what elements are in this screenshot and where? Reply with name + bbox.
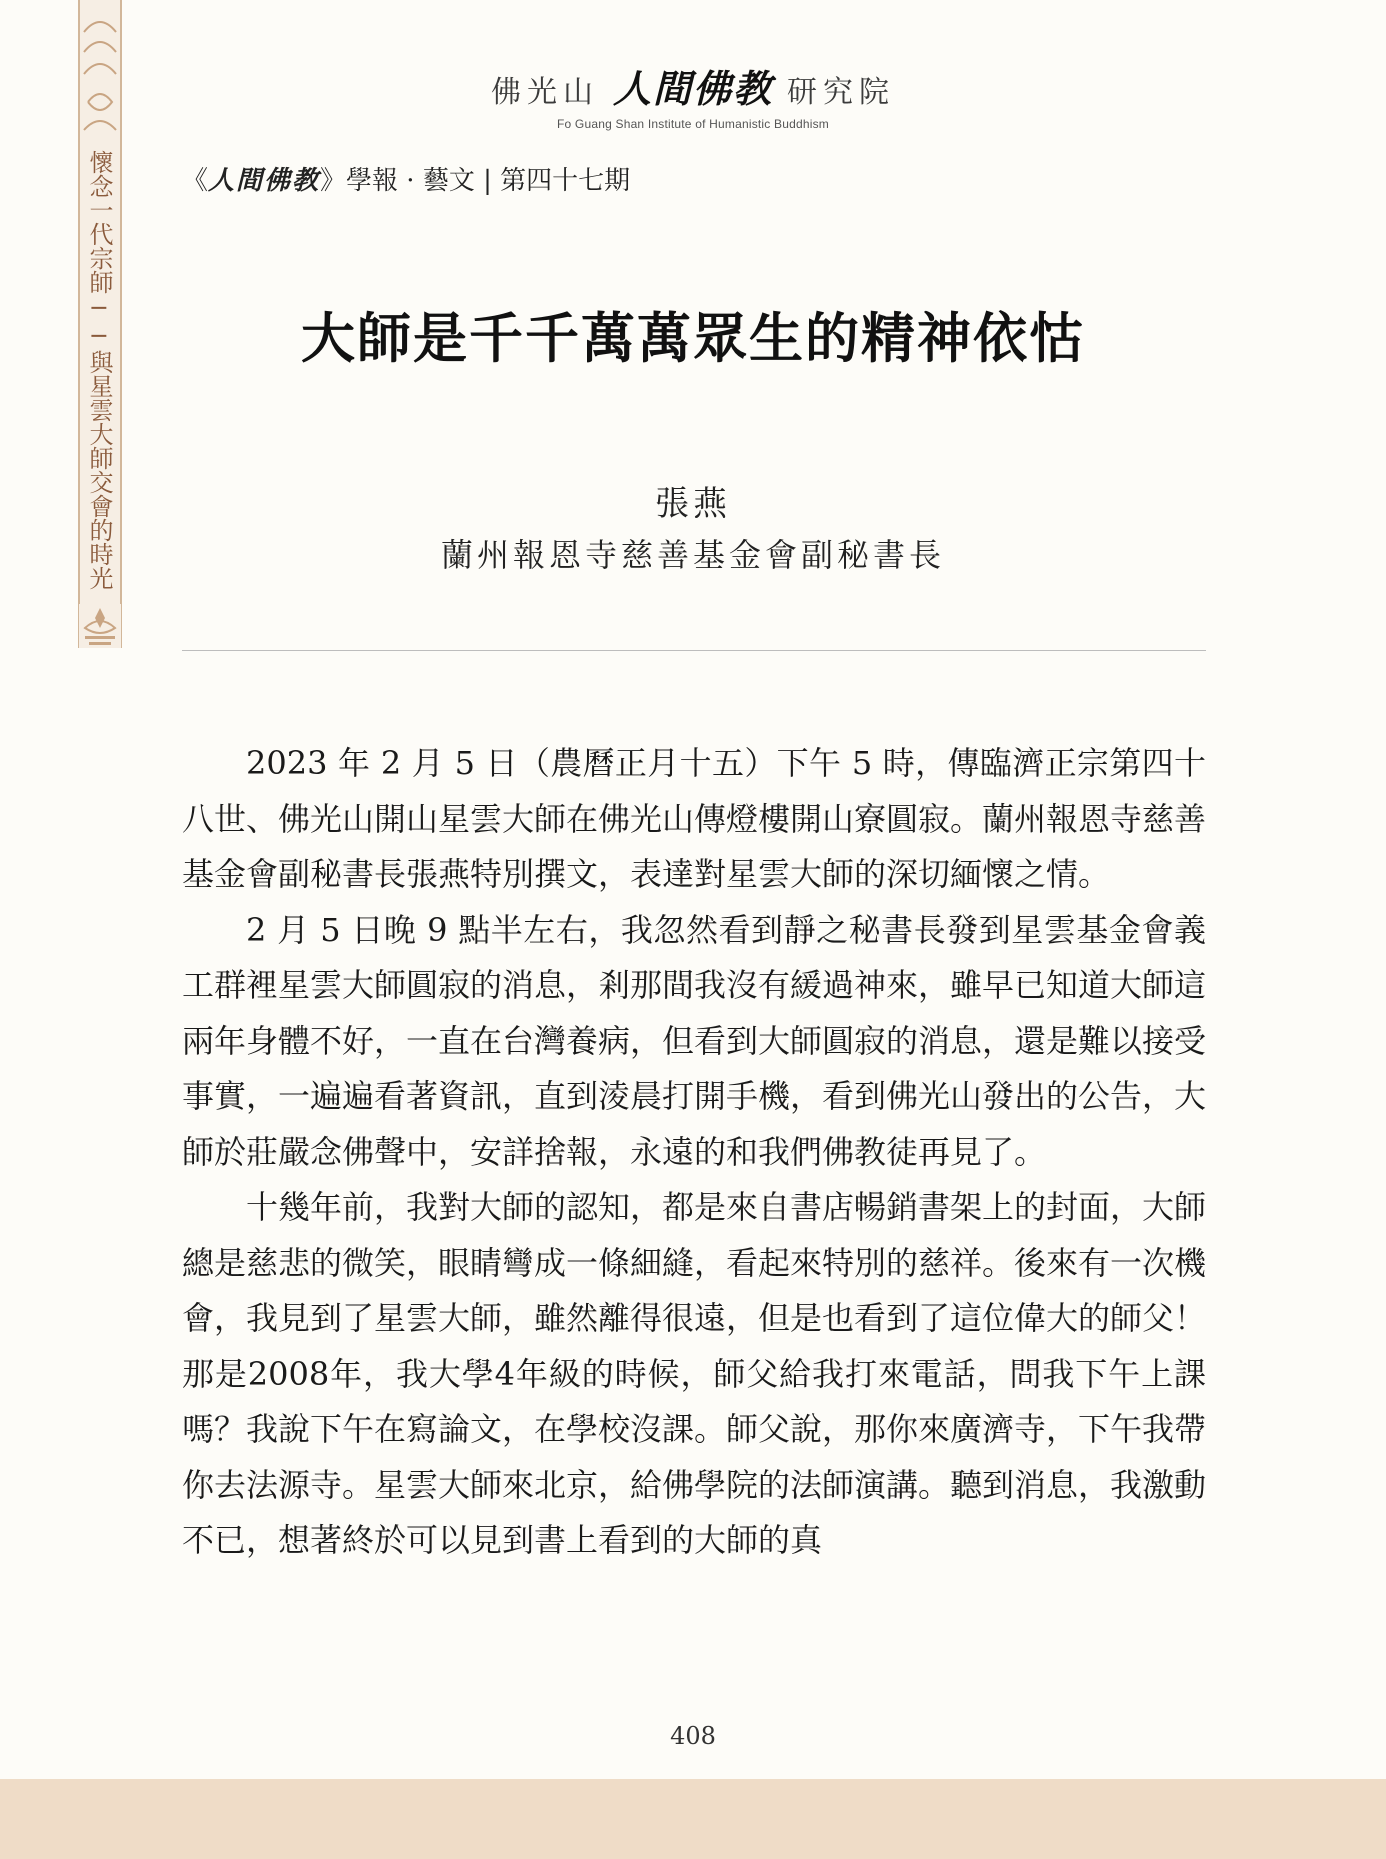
- institute-header: [0, 58, 1386, 131]
- article-author: 張燕: [655, 484, 731, 524]
- journal-open-bracket: 《: [182, 166, 209, 196]
- article-title: 大師是千千萬萬眾生的精神依怙: [301, 306, 1085, 370]
- paragraph: 2 月 5 日晚 9 點半左右，我忽然看到靜之秘書長發到星雲基金會義工群裡星雲大師圓寂的消息，剎那間我沒有緩過神來，雖早已知道大師這兩年身體不好，一直在台灣養病，但看到大師圓寂的消息，還是難以接受事實，一遍遍看著資訊，直到淩晨打開手機，看到佛光山發出的公告，大師於莊嚴念佛聲中，安詳捨報，永遠的和我們佛教徒再見了。: [182, 910, 1207, 1171]
- vertical-section-title: 懷念一代宗師──與星雲大師交會的時光: [85, 150, 113, 590]
- lotus-ornament-icon: [79, 604, 121, 648]
- institute-english: Fo Guang Shan Institute of Humanistic Buddhism: [556, 117, 829, 131]
- paragraph: 2023 年 2 月 5 日（農曆正月十五）下午 5 時，傳臨濟正宗第四十八世、佛光山開山星雲大師在佛光山傳燈樓開山寮圓寂。蘭州報恩寺慈善基金會副秘書長張燕特別撰文，表達對星雲大師的深切緬懷之情。: [182, 744, 1207, 893]
- journal-line: [182, 160, 630, 197]
- journal-close-bracket: 》: [320, 166, 347, 196]
- journal-name: 人間佛教: [208, 166, 321, 196]
- paragraph: 十幾年前，我對大師的認知，都是來自書店暢銷書架上的封面，大師總是慈悲的微笑，眼睛彎成一條細縫，看起來特別的慈祥。後來有一次機會，我見到了星雲大師，雖然離得很遠，但是也看到了這位偉大的師父！那是2008年，我大學4年級的時候，師父給我打來電話，問我下午上課嗎？我說下午在寫論文，在學校沒課。師父說，那你來廣濟寺，下午我帶你去法源寺。星雲大師來北京，給佛學院的法師演講。聽到消息，我激動不已，想著終於可以見到書上看到的大師的真: [182, 1188, 1207, 1559]
- footer-band: [0, 1779, 1386, 1859]
- page-number: 408: [670, 1722, 716, 1750]
- divider: [182, 650, 1206, 651]
- journal-issue: 學報 · 藝文 | 第四十七期: [346, 166, 631, 196]
- institute-prefix: 佛光山: [490, 75, 599, 110]
- article-body: [182, 736, 1206, 1569]
- institute-brand: 人間佛教: [612, 66, 773, 111]
- article-affiliation: 蘭州報恩寺慈善基金會副秘書長: [440, 536, 945, 574]
- institute-suffix: 研究院: [787, 75, 895, 110]
